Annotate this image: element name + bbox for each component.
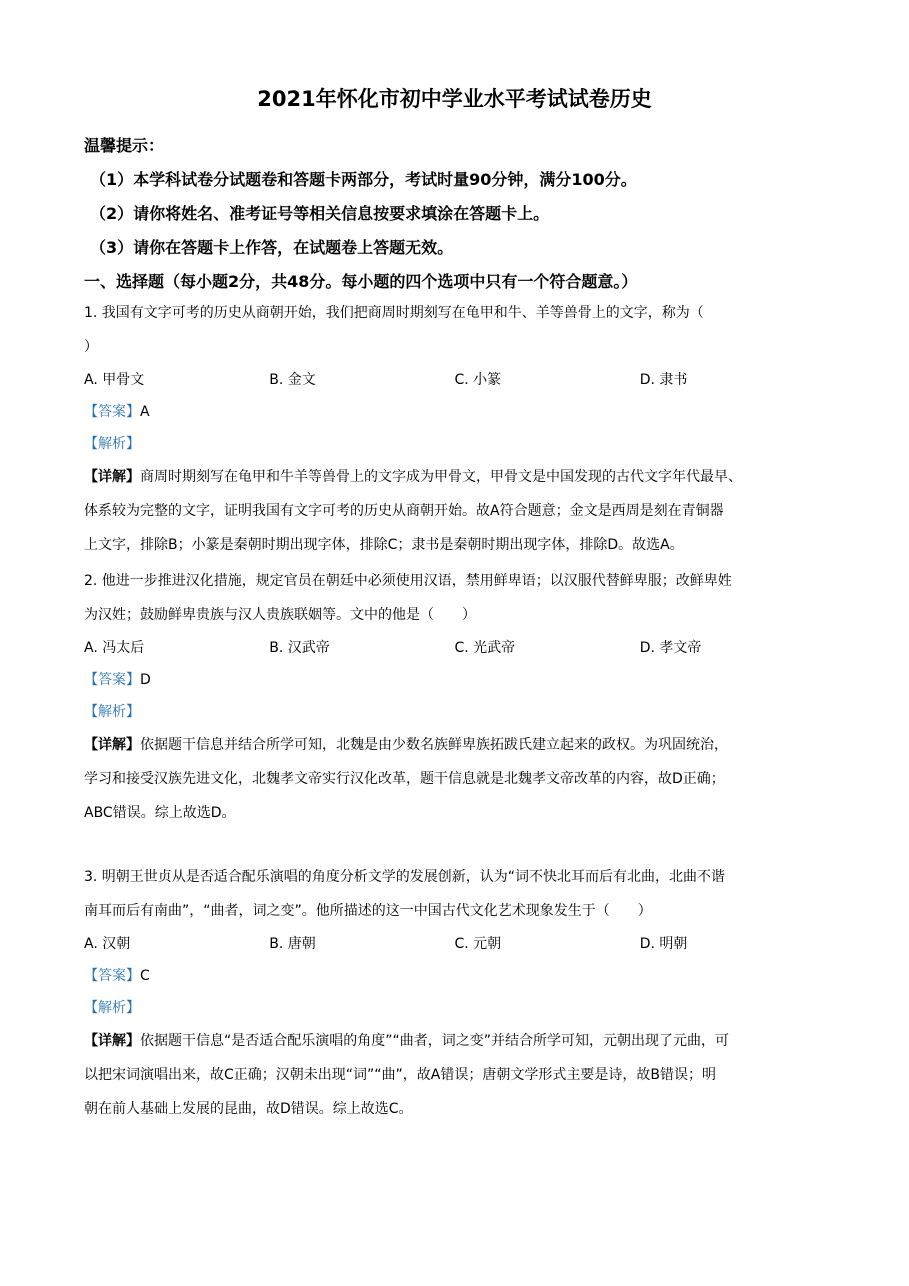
detail-line: 以把宋词演唱出来，故C正确；汉朝未出现“词”“曲”，故A错误；唐朝文学形式主要是诗，故B错误；明: [84, 1067, 716, 1083]
detail-line: 朝在前人基础上发展的昆曲，故D错误。综上故选C。: [84, 1101, 413, 1117]
spacer: [84, 830, 825, 858]
question-stem-line: 3. 明朝王世贞从是否适合配乐演唱的角度分析文学的发展创新，认为“词不快北耳而后有北曲，北曲不谐: [84, 869, 726, 885]
answer-value: D: [140, 672, 151, 688]
detail-text: 依据题干信息“是否适合配乐演唱的角度”“曲者，词之变”并结合所学可知，元朝出现了元曲，可: [140, 1033, 730, 1049]
answer-value: A: [140, 404, 150, 420]
options-row: [84, 928, 825, 960]
hint-item: （2）请你将姓名、准考证号等相关信息按要求填涂在答题卡上。: [90, 204, 550, 223]
question-3: [84, 860, 825, 1126]
detail-label: 【详解】: [84, 469, 140, 485]
question-stem-line: 为汉姓；鼓励鲜卑贵族与汉人贵族联姻等。文中的他是（ ）: [84, 607, 476, 623]
page-title: 2021年怀化市初中学业水平考试试卷历史: [257, 87, 652, 111]
answer-value: C: [140, 968, 150, 984]
question-stem-line: ）: [84, 339, 98, 355]
options-row: [84, 364, 825, 396]
question-stem-line: 1. 我国有文字可考的历史从商朝开始，我们把商周时期刻写在龟甲和牛、羊等兽骨上的文字，称为（: [84, 305, 704, 321]
detail-line: [84, 460, 825, 494]
analysis-label: 【解析】: [84, 704, 140, 720]
answer-label: 【答案】: [84, 968, 140, 984]
option-c: C. 光武帝: [454, 640, 516, 656]
option-a: A. 甲骨文: [84, 372, 145, 388]
answer-line: [84, 664, 825, 696]
detail-line: [84, 1024, 825, 1058]
detail-line: 学习和接受汉族先进文化，北魏孝文帝实行汉化改革，题干信息就是北魏孝文帝改革的内容，故D正确；: [84, 771, 725, 787]
question-stem-line: 南耳而后有南曲”，“曲者，词之变”。他所描述的这一中国古代文化艺术现象发生于（ ）: [84, 903, 652, 919]
options-row: [84, 632, 825, 664]
answer-label: 【答案】: [84, 404, 140, 420]
option-c: C. 小篆: [454, 372, 502, 388]
detail-line: 上文字，排除B；小篆是秦朝时期出现字体，排除C；隶书是秦朝时期出现字体，排除D。故选A。: [84, 537, 684, 553]
detail-line: [84, 728, 825, 762]
option-b: B. 唐朝: [269, 936, 316, 952]
answer-label: 【答案】: [84, 672, 140, 688]
question-1: [84, 296, 825, 562]
detail-line: ABC错误。综上故选D。: [84, 805, 236, 821]
hint-item: （3）请你在答题卡上作答，在试题卷上答题无效。: [90, 238, 454, 257]
answer-line: [84, 396, 825, 428]
section-title: 一、选择题（每小题2分，共48分。每小题的四个选项中只有一个符合题意。）: [84, 272, 638, 291]
detail-text: 商周时期刻写在龟甲和牛羊等兽骨上的文字成为甲骨文，甲骨文是中国发现的古代文字年代最早、: [140, 469, 742, 485]
option-d: D. 明朝: [639, 936, 688, 952]
question-stem-line: 2. 他进一步推进汉化措施，规定官员在朝廷中必须使用汉语，禁用鲜卑语；以汉服代替鲜卑服；改鲜卑姓: [84, 573, 732, 589]
option-b: B. 汉武帝: [269, 640, 330, 656]
option-a: A. 汉朝: [84, 936, 131, 952]
option-b: B. 金文: [269, 372, 316, 388]
detail-text: 依据题干信息并结合所学可知，北魏是由少数名族鲜卑族拓跋氏建立起来的政权。为巩固统治，: [140, 737, 728, 753]
question-2: [84, 564, 825, 830]
detail-line: 体系较为完整的文字，证明我国有文字可考的历史从商朝开始。故A符合题意；金文是西周是刻在青铜器: [84, 503, 724, 519]
option-c: C. 元朝: [454, 936, 502, 952]
analysis-label: 【解析】: [84, 1000, 140, 1016]
detail-label: 【详解】: [84, 1033, 140, 1049]
option-d: D. 孝文帝: [639, 640, 702, 656]
hints-title: 温馨提示：: [84, 136, 165, 155]
option-a: A. 冯太后: [84, 640, 145, 656]
analysis-label: 【解析】: [84, 436, 140, 452]
answer-line: [84, 960, 825, 992]
hint-item: （1）本学科试卷分试题卷和答题卡两部分，考试时量90分钟，满分100分。: [90, 170, 637, 189]
detail-label: 【详解】: [84, 737, 140, 753]
option-d: D. 隶书: [639, 372, 688, 388]
